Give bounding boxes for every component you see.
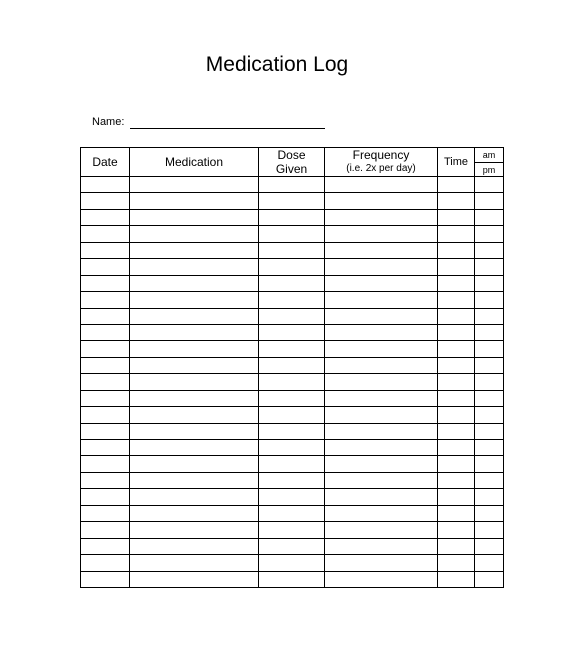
cell-medication[interactable] [130,308,259,324]
cell-ampm[interactable] [475,522,504,538]
cell-date[interactable] [81,341,130,357]
cell-time[interactable] [438,489,475,505]
cell-time[interactable] [438,341,475,357]
cell-dose[interactable] [259,555,325,571]
cell-frequency[interactable] [325,226,438,242]
cell-dose[interactable] [259,193,325,209]
table-row [81,489,504,505]
cell-medication[interactable] [130,423,259,439]
cell-date[interactable] [81,193,130,209]
cell-time[interactable] [438,292,475,308]
cell-dose[interactable] [259,423,325,439]
cell-date[interactable] [81,259,130,275]
cell-ampm[interactable] [475,489,504,505]
cell-time[interactable] [438,209,475,225]
cell-medication[interactable] [130,275,259,291]
cell-frequency[interactable] [325,308,438,324]
cell-dose[interactable] [259,522,325,538]
cell-medication[interactable] [130,571,259,587]
table-row [81,571,504,587]
cell-dose[interactable] [259,390,325,406]
cell-dose[interactable] [259,324,325,340]
cell-medication[interactable] [130,390,259,406]
frequency-header-line1: Frequency [352,148,410,162]
cell-ampm[interactable] [475,242,504,258]
cell-frequency[interactable] [325,177,438,193]
medication-log-table [80,147,504,588]
cell-ampm[interactable] [475,407,504,423]
cell-ampm[interactable] [475,555,504,571]
cell-medication[interactable] [130,374,259,390]
cell-date[interactable] [81,571,130,587]
cell-date[interactable] [81,292,130,308]
cell-ampm[interactable] [475,456,504,472]
table-row [81,456,504,472]
cell-frequency[interactable] [325,324,438,340]
cell-medication[interactable] [130,259,259,275]
cell-frequency[interactable] [325,571,438,587]
cell-dose[interactable] [259,374,325,390]
log-body [81,177,504,588]
cell-frequency[interactable] [325,374,438,390]
cell-time[interactable] [438,472,475,488]
cell-date[interactable] [81,226,130,242]
cell-date[interactable] [81,209,130,225]
cell-dose[interactable] [259,505,325,521]
cell-frequency[interactable] [325,193,438,209]
cell-date[interactable] [81,489,130,505]
table-row [81,226,504,242]
cell-date[interactable] [81,275,130,291]
cell-ampm[interactable] [475,292,504,308]
cell-dose[interactable] [259,259,325,275]
table-row [81,472,504,488]
table-row [81,538,504,554]
cell-ampm[interactable] [475,193,504,209]
cell-date[interactable] [81,472,130,488]
column-header-date: Date [81,148,130,177]
cell-medication[interactable] [130,522,259,538]
cell-medication[interactable] [130,505,259,521]
cell-medication[interactable] [130,555,259,571]
cell-frequency[interactable] [325,489,438,505]
cell-frequency[interactable] [325,242,438,258]
table-row [81,357,504,373]
cell-dose[interactable] [259,407,325,423]
cell-frequency[interactable] [325,292,438,308]
cell-medication[interactable] [130,538,259,554]
cell-frequency[interactable] [325,555,438,571]
cell-time[interactable] [438,522,475,538]
cell-dose[interactable] [259,357,325,373]
table-row [81,242,504,258]
cell-time[interactable] [438,242,475,258]
cell-frequency[interactable] [325,357,438,373]
cell-frequency[interactable] [325,522,438,538]
cell-frequency[interactable] [325,505,438,521]
cell-dose[interactable] [259,292,325,308]
table-row [81,292,504,308]
cell-ampm[interactable] [475,390,504,406]
column-header-medication: Medication [130,148,259,177]
cell-medication[interactable] [130,489,259,505]
cell-medication[interactable] [130,292,259,308]
cell-ampm[interactable] [475,538,504,554]
cell-frequency[interactable] [325,390,438,406]
cell-dose[interactable] [259,308,325,324]
table-row [81,275,504,291]
table-row [81,324,504,340]
column-header-dose-given [259,148,325,177]
cell-time[interactable] [438,456,475,472]
cell-medication[interactable] [130,407,259,423]
cell-date[interactable] [81,308,130,324]
cell-medication[interactable] [130,193,259,209]
cell-time[interactable] [438,440,475,456]
cell-ampm[interactable] [475,357,504,373]
cell-frequency[interactable] [325,423,438,439]
cell-date[interactable] [81,407,130,423]
cell-ampm[interactable] [475,423,504,439]
cell-ampm[interactable] [475,341,504,357]
cell-time[interactable] [438,357,475,373]
cell-time[interactable] [438,324,475,340]
cell-medication[interactable] [130,472,259,488]
table-row [81,423,504,439]
cell-time[interactable] [438,259,475,275]
table-row [81,341,504,357]
table-row [81,308,504,324]
table-row [81,390,504,406]
cell-time[interactable] [438,505,475,521]
cell-dose[interactable] [259,226,325,242]
cell-date[interactable] [81,456,130,472]
cell-time[interactable] [438,374,475,390]
cell-date[interactable] [81,440,130,456]
cell-ampm[interactable] [475,177,504,193]
cell-date[interactable] [81,242,130,258]
cell-medication[interactable] [130,177,259,193]
cell-medication[interactable] [130,357,259,373]
table-row [81,259,504,275]
table-row [81,407,504,423]
cell-date[interactable] [81,505,130,521]
cell-dose[interactable] [259,275,325,291]
cell-ampm[interactable] [475,324,504,340]
cell-dose[interactable] [259,489,325,505]
cell-medication[interactable] [130,440,259,456]
cell-dose[interactable] [259,242,325,258]
cell-time[interactable] [438,538,475,554]
column-header-am: am [475,148,504,163]
cell-medication[interactable] [130,324,259,340]
cell-date[interactable] [81,423,130,439]
cell-time[interactable] [438,555,475,571]
cell-dose[interactable] [259,472,325,488]
cell-time[interactable] [438,308,475,324]
cell-date[interactable] [81,390,130,406]
cell-medication[interactable] [130,242,259,258]
dose-header-line1: Dose [277,148,306,162]
cell-frequency[interactable] [325,209,438,225]
table-row [81,177,504,193]
column-header-time: Time [438,148,475,177]
cell-ampm[interactable] [475,275,504,291]
cell-ampm[interactable] [475,259,504,275]
cell-medication[interactable] [130,209,259,225]
cell-frequency[interactable] [325,407,438,423]
table-row [81,193,504,209]
cell-medication[interactable] [130,341,259,357]
cell-date[interactable] [81,555,130,571]
frequency-header-line2: (i.e. 2x per day) [346,163,416,174]
page-title: Medication Log [205,53,349,76]
cell-date[interactable] [81,538,130,554]
cell-date[interactable] [81,177,130,193]
table-row [81,505,504,521]
cell-date[interactable] [81,522,130,538]
cell-frequency[interactable] [325,259,438,275]
cell-time[interactable] [438,571,475,587]
cell-ampm[interactable] [475,374,504,390]
table-row [81,209,504,225]
cell-time[interactable] [438,407,475,423]
table-row [81,440,504,456]
cell-ampm[interactable] [475,571,504,587]
table-row [81,522,504,538]
cell-frequency[interactable] [325,341,438,357]
cell-frequency[interactable] [325,538,438,554]
cell-time[interactable] [438,275,475,291]
cell-ampm[interactable] [475,440,504,456]
dose-header-line2: Given [275,162,308,176]
cell-frequency[interactable] [325,440,438,456]
cell-time[interactable] [438,226,475,242]
cell-dose[interactable] [259,456,325,472]
cell-time[interactable] [438,193,475,209]
cell-ampm[interactable] [475,308,504,324]
column-header-pm: pm [475,163,504,177]
cell-ampm[interactable] [475,472,504,488]
cell-dose[interactable] [259,440,325,456]
cell-time[interactable] [438,177,475,193]
column-header-frequency [325,148,438,177]
cell-dose[interactable] [259,538,325,554]
cell-date[interactable] [81,357,130,373]
cell-time[interactable] [438,423,475,439]
cell-dose[interactable] [259,571,325,587]
cell-frequency[interactable] [325,275,438,291]
cell-frequency[interactable] [325,472,438,488]
cell-dose[interactable] [259,177,325,193]
cell-ampm[interactable] [475,226,504,242]
table-row [81,555,504,571]
name-label: Name: [92,116,125,128]
cell-medication[interactable] [130,456,259,472]
cell-ampm[interactable] [475,505,504,521]
cell-frequency[interactable] [325,456,438,472]
cell-medication[interactable] [130,226,259,242]
cell-dose[interactable] [259,341,325,357]
cell-dose[interactable] [259,209,325,225]
cell-ampm[interactable] [475,209,504,225]
cell-time[interactable] [438,390,475,406]
name-field[interactable] [130,128,325,129]
cell-date[interactable] [81,324,130,340]
table-row [81,374,504,390]
cell-date[interactable] [81,374,130,390]
